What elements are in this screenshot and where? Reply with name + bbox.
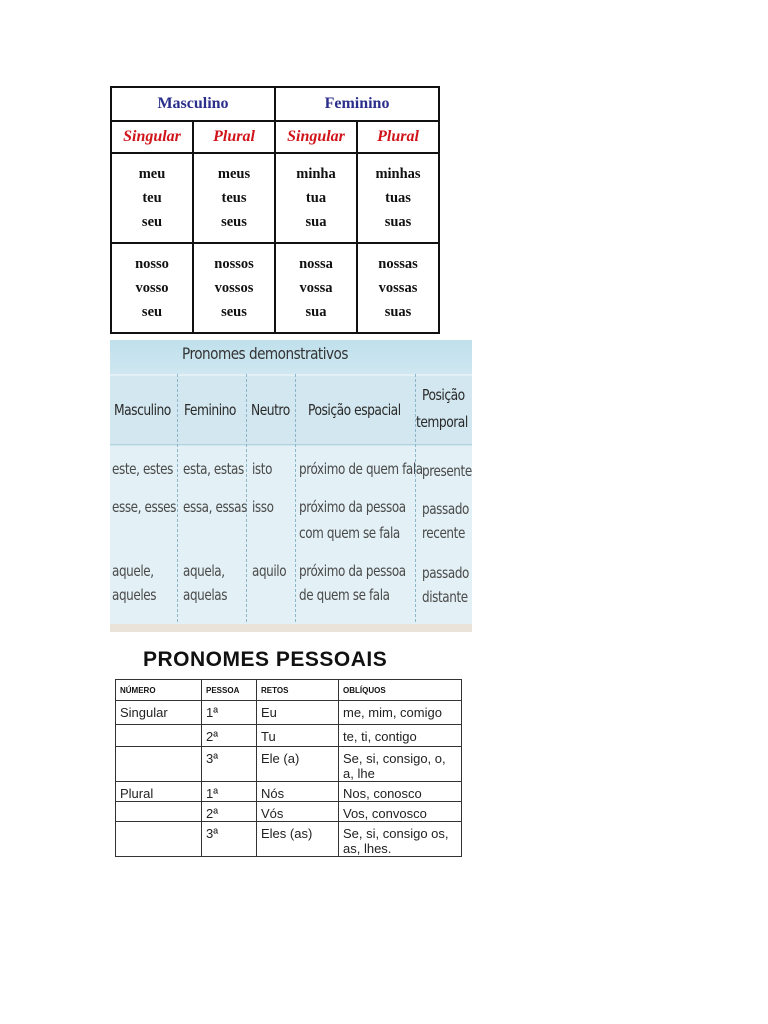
demo-cell: aquelas: [183, 586, 228, 604]
word: nossas: [378, 256, 418, 272]
word: meus: [217, 166, 251, 182]
demo-cell: próximo da pessoa: [299, 498, 406, 516]
cell-obliquos: me, mim, comigo: [339, 701, 462, 725]
demo-cell: distante: [422, 588, 468, 606]
word: nossa: [299, 256, 333, 272]
demo-cell: passado: [422, 500, 469, 518]
cell-fem-singular-2: [275, 243, 357, 333]
cell-numero: [116, 822, 202, 857]
cell-obliquos: Nos, conosco: [339, 782, 462, 802]
cell-fem-plural-2: [357, 243, 439, 333]
demo-cell: recente: [422, 524, 465, 542]
demo-cell: esta, estas: [183, 460, 244, 478]
demo-cell: de quem se fala: [299, 586, 390, 604]
cell-pessoa: 2ª: [202, 725, 257, 747]
table-row: [116, 725, 462, 747]
header-plural-masc: Plural: [193, 121, 275, 153]
word: sua: [305, 214, 327, 230]
bottom-edge: [110, 624, 472, 632]
demonstrative-pronouns-table: [110, 340, 472, 632]
word: vossa: [299, 280, 333, 296]
header-retos: RETOS: [257, 680, 339, 701]
demo-cell: presente: [422, 462, 472, 480]
cell-obliquos: te, ti, contigo: [339, 725, 462, 747]
cell-pessoa: 2ª: [202, 802, 257, 822]
word: nossos: [214, 256, 254, 272]
column-divider: [415, 374, 417, 632]
cell-pessoa: 1ª: [202, 701, 257, 725]
cell-numero: Singular: [116, 701, 202, 725]
col-header-masculino: Masculino: [114, 401, 171, 419]
col-header-posicao-espacial: Posição espacial: [308, 401, 401, 419]
header-singular-fem: Singular: [275, 121, 357, 153]
pessoais-title: PRONOMES PESSOAIS: [143, 648, 388, 671]
cell-retos: Eles (as): [257, 822, 339, 857]
header-plural-fem: Plural: [357, 121, 439, 153]
word: vossas: [378, 280, 418, 296]
table-row: [116, 822, 462, 857]
word: nosso: [135, 256, 169, 272]
personal-pronouns-table: [115, 679, 462, 857]
cell-masc-singular-1: [111, 153, 193, 243]
word: seu: [141, 214, 163, 230]
cell-masc-plural-2: [193, 243, 275, 333]
demo-cell: isso: [252, 498, 274, 516]
demo-cell: aquela,: [183, 562, 225, 580]
word: tua: [305, 190, 327, 206]
col-header-feminino: Feminino: [184, 401, 236, 419]
demo-cell: essa, essas: [183, 498, 247, 516]
cell-numero: [116, 725, 202, 747]
cell-obliquos: Se, si, consigo, o, a, lhe: [339, 747, 462, 782]
demo-cell: próximo da pessoa: [299, 562, 406, 580]
table-row: [116, 802, 462, 822]
demo-cell: esse, esses: [112, 498, 177, 516]
word: seus: [221, 214, 247, 230]
header-divider: [110, 444, 472, 446]
word: teus: [221, 190, 247, 206]
cell-masc-plural-1: [193, 153, 275, 243]
cell-fem-plural-1: [357, 153, 439, 243]
table-row: [116, 747, 462, 782]
demo-cell: passado: [422, 564, 469, 582]
cell-numero: [116, 747, 202, 782]
col-header-neutro: Neutro: [251, 401, 290, 419]
demo-cell: este, estes: [112, 460, 173, 478]
column-divider: [295, 374, 297, 632]
table-row: [116, 782, 462, 802]
cell-pessoa: 3ª: [202, 822, 257, 857]
header-singular-masc: Singular: [111, 121, 193, 153]
cell-pessoa: 1ª: [202, 782, 257, 802]
header-feminino: Feminino: [275, 87, 439, 121]
cell-retos: Eu: [257, 701, 339, 725]
word: vossos: [214, 280, 254, 296]
cell-obliquos: Se, si, consigo os, as, lhes.: [339, 822, 462, 857]
cell-retos: Vós: [257, 802, 339, 822]
cell-retos: Tu: [257, 725, 339, 747]
demo-cell: aquele,: [112, 562, 154, 580]
word: tuas: [385, 190, 411, 206]
col-header-posicao-temporal-2: temporal: [416, 413, 468, 431]
cell-numero: [116, 802, 202, 822]
cell-pessoa: 3ª: [202, 747, 257, 782]
demo-cell: isto: [252, 460, 273, 478]
table-row: [116, 701, 462, 725]
word: teu: [142, 190, 162, 206]
word: sua: [305, 304, 327, 320]
word: seus: [221, 304, 247, 320]
word: suas: [384, 304, 412, 320]
demo-cell: com quem se fala: [299, 524, 400, 542]
demo-cell: próximo de quem fala: [299, 460, 423, 478]
header-obliquos: OBLÍQUOS: [339, 680, 462, 701]
header-pessoa: PESSOA: [202, 680, 257, 701]
word: suas: [384, 214, 412, 230]
header-numero: NÚMERO: [116, 680, 202, 701]
header-masculino: Masculino: [111, 87, 275, 121]
demonstrativos-title: Pronomes demonstrativos: [182, 344, 348, 363]
word: minhas: [375, 166, 421, 182]
word: minha: [296, 166, 336, 182]
col-header-posicao-temporal-1: Posição: [422, 386, 465, 404]
possessive-pronouns-table: [110, 86, 440, 334]
cell-retos: Ele (a): [257, 747, 339, 782]
word: vosso: [135, 280, 169, 296]
demo-cell: aquilo: [252, 562, 287, 580]
demo-cell: aqueles: [112, 586, 157, 604]
cell-obliquos: Vos, convosco: [339, 802, 462, 822]
word: seu: [141, 304, 163, 320]
cell-numero: Plural: [116, 782, 202, 802]
column-divider: [177, 374, 179, 632]
word: meu: [138, 166, 166, 182]
cell-retos: Nós: [257, 782, 339, 802]
cell-fem-singular-1: [275, 153, 357, 243]
cell-masc-singular-2: [111, 243, 193, 333]
